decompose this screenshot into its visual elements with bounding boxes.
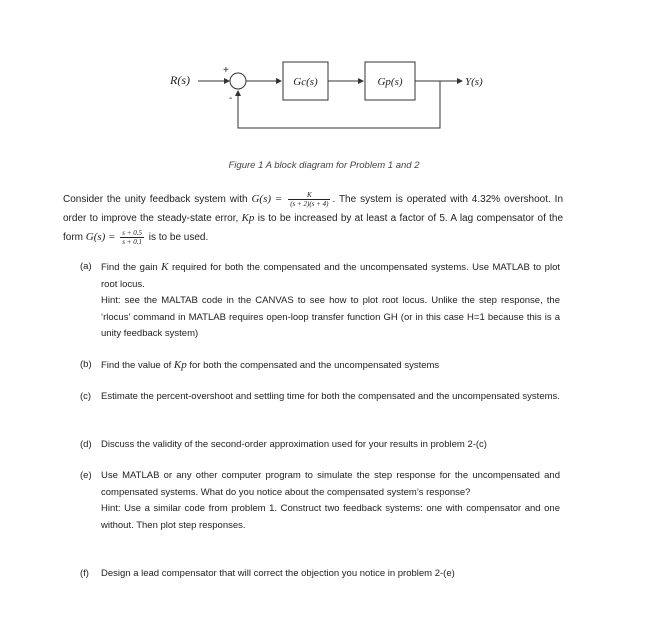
plant-fraction [288,191,330,208]
question-a-text-1: Find the gain [101,262,158,273]
intro-text-1: Consider the unity feedback system with [63,194,248,205]
intro-text-4: is to be increased by at least a factor of 5. A lag [257,213,474,224]
output-label: Y(s) [465,76,483,88]
intro-text-5: compensator of the form [63,213,564,243]
question-e [80,468,560,534]
plus-sign: + [223,65,229,76]
question-b-text-1: Find the value of [101,360,172,371]
k-symbol: K [161,261,169,273]
compensator-lhs: G(s) = [85,231,116,243]
gc-label: Gc(s) [293,76,318,88]
kp-symbol: Kp [241,212,255,224]
question-d [80,437,560,454]
question-b-label: (b) [80,359,92,370]
question-b-text-2: for both the compensated and the uncompensated systems [189,360,440,371]
intro-text-3: overshoot. In order to improve the steady-state error, [63,194,564,224]
question-b [80,357,560,375]
block-diagram [0,0,648,180]
figure-caption: Figure 1 A block diagram for Problem 1 and 2 [228,160,420,171]
intro-text-6: is to be used. [148,232,209,243]
question-a [80,259,560,343]
compensator-denominator: s + 0.1 [122,237,142,246]
question-a-text-2: required for both the compensated and the uncompensated systems. Use MATLAB to plot root locus. [101,262,560,290]
question-d-text: Discuss the validity of the second-order approximation used for your results in problem 2-(c) [101,439,487,450]
problem-intro [63,190,563,247]
question-c-text: Estimate the percent-overshoot and settling time for both the compensated and the uncompensated systems. [101,391,560,402]
question-e-hint: Hint: Use a similar code from problem 1. Construct two feedback systems: one with compensator and one without. Then plot step responses. [101,503,560,531]
minus-sign: - [229,93,233,104]
question-d-label: (d) [80,439,92,450]
plant-g-lhs: G(s) = [251,193,283,205]
question-f [80,566,560,583]
question-b-kp-symbol: Kp [173,359,187,371]
question-e-text: Use MATLAB or any other computer program to simulate the step response for the uncompensated and compensated systems. What do you notice about the compensated system’s response? [101,470,560,498]
question-a-label: (a) [80,261,92,272]
summing-junction [230,73,246,89]
question-c [80,389,560,406]
question-f-text: Design a lead compensator that will correct the objection you notice in problem 2-(e) [101,568,455,579]
question-c-label: (c) [80,391,92,402]
intro-text-2: . The system is operated with 4.32% [332,194,501,205]
compensator-numerator: s + 0.5 [122,228,142,237]
input-label: R(s) [170,73,190,87]
plant-numerator: K [288,191,330,200]
question-f-label: (f) [80,568,89,579]
plant-denominator: (s + 2)(s + 4) [290,199,329,208]
compensator-fraction [120,229,144,246]
question-e-label: (e) [80,470,92,481]
question-a-hint: Hint: see the MALTAB code in the CANVAS to see how to plot root locus. Unlike the step response, the ‘rlocus’ command in MATLAB requires open-loop transfer function GH (or in this case H=1 because this is a unity feedback system) [101,295,560,339]
gp-label: Gp(s) [377,76,403,88]
